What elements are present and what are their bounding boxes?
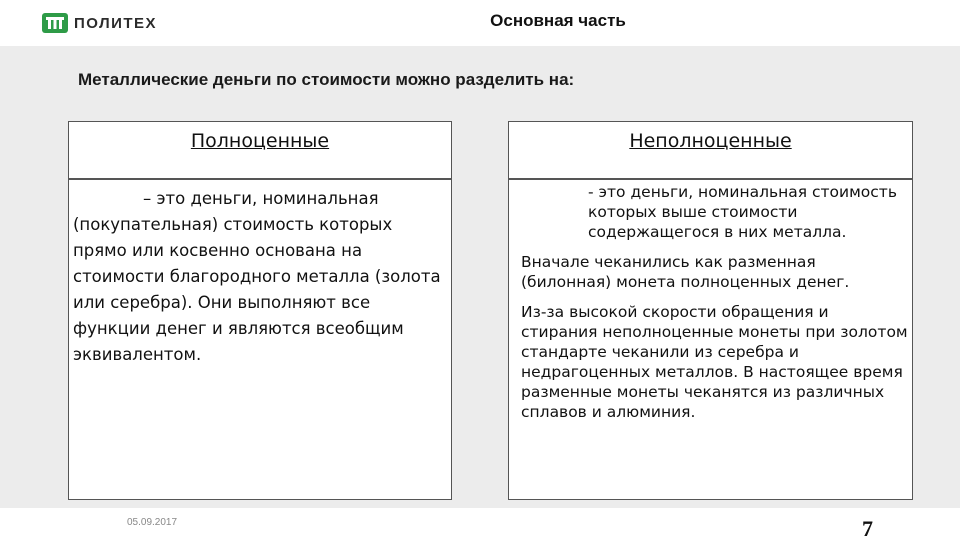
politech-logo [42, 12, 157, 34]
slide-title: Основная часть [490, 11, 626, 30]
slide-content [0, 46, 960, 508]
full-value-heading-box [68, 121, 452, 179]
full-value-heading: Полноценные [190, 130, 330, 152]
full-value-definition-text: – это деньги, номинальная (покупательная) стоимость которых прямо или косвенно основана на стоимости благородного металла (золота или серебра). Они выполняют все функции денег и являются всеобщим эквивалентом. [73, 189, 441, 364]
token-definition [516, 182, 908, 432]
token-paragraph-2: Вначале чеканились как разменная (билонная) монета полноценных денег. [521, 253, 850, 291]
slide-header [0, 0, 960, 46]
token-definition-box [508, 179, 913, 500]
politech-logo-icon [42, 13, 68, 33]
token-heading: Неполноценные [629, 130, 792, 152]
page-number: 7 [862, 516, 873, 541]
lead-text: Металлические деньги по стоимости можно разделить на: [78, 70, 575, 89]
footer-date: 05.09.2017 [127, 517, 178, 528]
brand-name: ПОЛИТЕХ [74, 14, 158, 32]
token-heading-box [508, 121, 913, 179]
full-value-definition [73, 186, 449, 368]
full-value-definition-box [68, 179, 452, 500]
token-paragraph-3: Из-за высокой скорости обращения и стирания неполноценные монеты при золотом стандарте чеканили из серебра и недрагоценных металлов. В настоящее время разменные монеты чеканятся из различных сплавов и алюминия. [521, 303, 908, 421]
token-paragraph-1: - это деньги, номинальная стоимость которых выше стоимости содержащегося в них металла. [588, 183, 897, 241]
